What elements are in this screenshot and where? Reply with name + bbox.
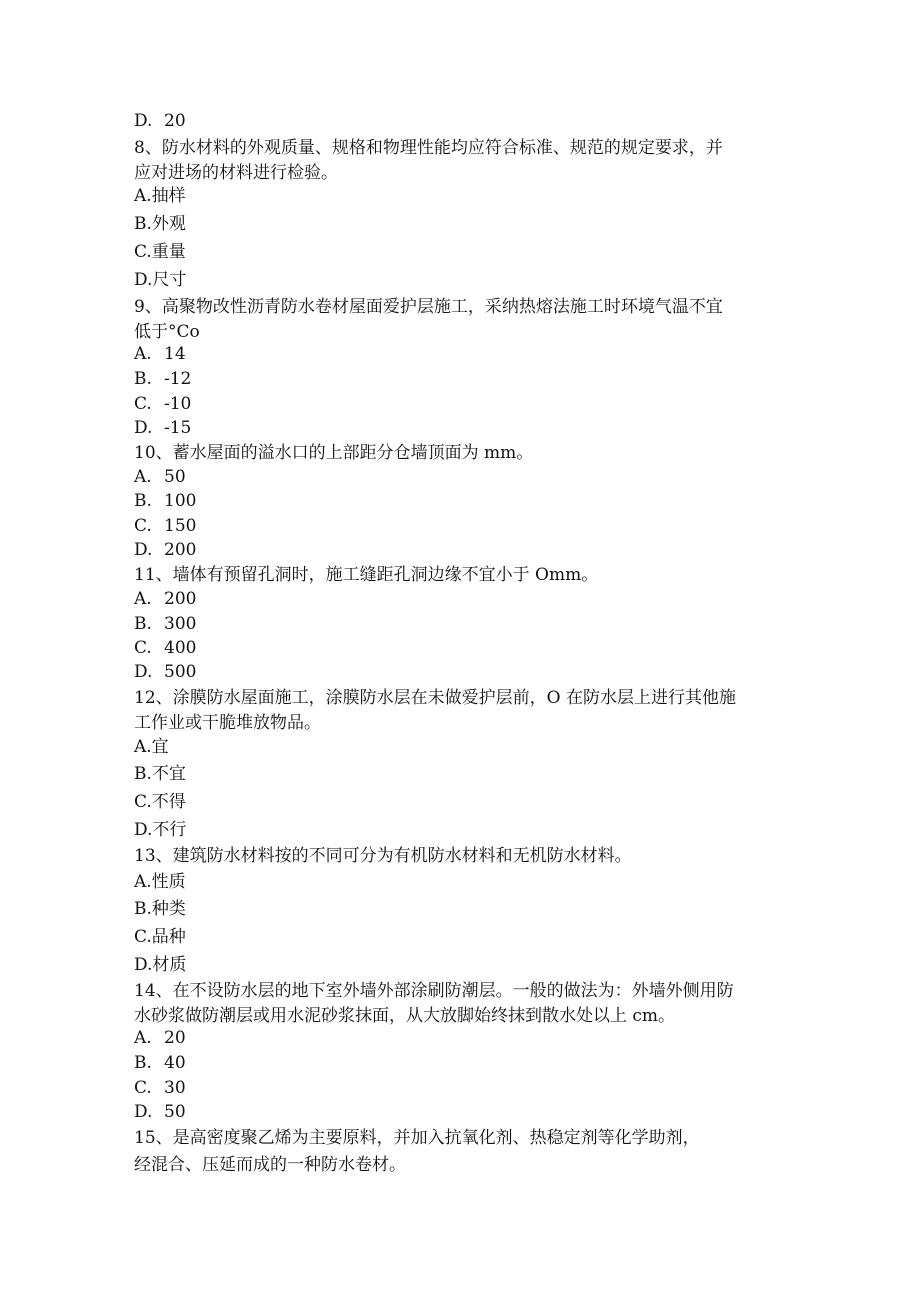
option-line (134, 1053, 186, 1073)
question-11-text: 11、墙体有预留孔洞时，施工缝距孔洞边缘不宜小于 Omm。 (134, 565, 599, 585)
option-line (134, 516, 196, 536)
option-line (134, 589, 196, 609)
option-letter: C. (134, 516, 152, 536)
option-letter: C. (134, 1078, 152, 1098)
option-letter: D. (134, 540, 153, 560)
option-line (134, 1028, 186, 1048)
option-value: 200 (164, 589, 197, 609)
option-letter: D. (134, 418, 153, 438)
question-12-text-continued: 工作业或干脆堆放物品。 (134, 713, 321, 733)
option-letter: A. (134, 1028, 152, 1048)
option-value: 20 (164, 111, 186, 131)
option-value: 30 (164, 1078, 186, 1098)
option-value: 14 (164, 344, 186, 364)
question-9-text-continued: 低于°Co (134, 322, 200, 342)
question-13-text: 13、建筑防水材料按的不同可分为有机防水材料和无机防水材料。 (134, 846, 632, 866)
option-value: 150 (164, 516, 197, 536)
option-line (134, 369, 191, 389)
question-15-text-continued: 经混合、压延而成的一种防水卷材。 (134, 1155, 406, 1175)
option-value: -15 (164, 418, 192, 438)
option-letter: B. (134, 614, 152, 634)
option-letter: D. (134, 1102, 153, 1122)
option-letter: B. (134, 1053, 152, 1073)
option-value: 40 (164, 1053, 186, 1073)
question-15-text: 15、是高密度聚乙烯为主要原料，并加入抗氧化剂、热稳定剂等化学助剂， (134, 1128, 700, 1148)
question-14-text-continued: 水砂浆做防潮层或用水泥砂浆抹面，从大放脚始终抹到散水处以上 cm。 (134, 1006, 676, 1026)
question-8-text-continued: 应对进场的材料进行检验。 (134, 163, 338, 183)
option-line: D.尺寸 (134, 270, 187, 290)
option-value: -12 (164, 369, 192, 389)
option-letter: C. (134, 638, 152, 658)
question-10-text: 10、蓄水屋面的溢水口的上部距分仓墙顶面为 mm。 (134, 443, 534, 463)
option-value: 200 (164, 540, 197, 560)
option-letter: B. (134, 491, 152, 511)
option-line (134, 467, 186, 487)
option-line: A.抽样 (134, 186, 186, 206)
question-12-text: 12、涂膜防水屋面施工，涂膜防水层在未做爱护层前，O 在防水层上进行其他施 (134, 688, 736, 708)
option-line (134, 394, 191, 414)
option-line (134, 1078, 186, 1098)
option-letter: D. (134, 662, 153, 682)
option-letter: C. (134, 394, 152, 414)
option-line (134, 491, 196, 511)
question-14-text: 14、在不设防水层的地下室外墙外部涂刷防潮层。一般的做法为：外墙外侧用防 (134, 981, 734, 1001)
option-line (134, 614, 196, 634)
option-line: C.重量 (134, 242, 186, 262)
option-value: 500 (164, 662, 197, 682)
option-letter: A. (134, 589, 152, 609)
option-letter: A. (134, 467, 152, 487)
option-line: C.不得 (134, 792, 186, 812)
option-value: 300 (164, 614, 197, 634)
option-line (134, 662, 196, 682)
option-value: 50 (164, 467, 186, 487)
option-line: A.性质 (134, 872, 186, 892)
option-value: 50 (164, 1102, 186, 1122)
question-9-text: 9、高聚物改性沥青防水卷材屋面爱护层施工，采纳热熔法施工时环境气温不宜 (134, 297, 723, 317)
option-line: A.宜 (134, 737, 169, 757)
option-line (134, 638, 196, 658)
option-line: B.种类 (134, 899, 186, 919)
option-line (134, 418, 191, 438)
option-value: -10 (164, 394, 192, 414)
option-value: 20 (164, 1028, 186, 1048)
option-line (134, 1102, 186, 1122)
option-letter: D. (134, 111, 153, 131)
option-letter: B. (134, 369, 152, 389)
question-8-text: 8、防水材料的外观质量、规格和物理性能均应符合标准、规范的规定要求，并 (134, 138, 723, 158)
option-value: 400 (164, 638, 197, 658)
option-line: B.不宜 (134, 764, 186, 784)
option-line: D.不行 (134, 820, 187, 840)
option-line (134, 540, 196, 560)
option-line: B.外观 (134, 214, 186, 234)
option-line (134, 344, 186, 364)
option-line: C.品种 (134, 927, 186, 947)
option-letter: A. (134, 344, 152, 364)
option-value: 100 (164, 491, 197, 511)
option-line: D.材质 (134, 955, 187, 975)
option-line (134, 111, 186, 131)
